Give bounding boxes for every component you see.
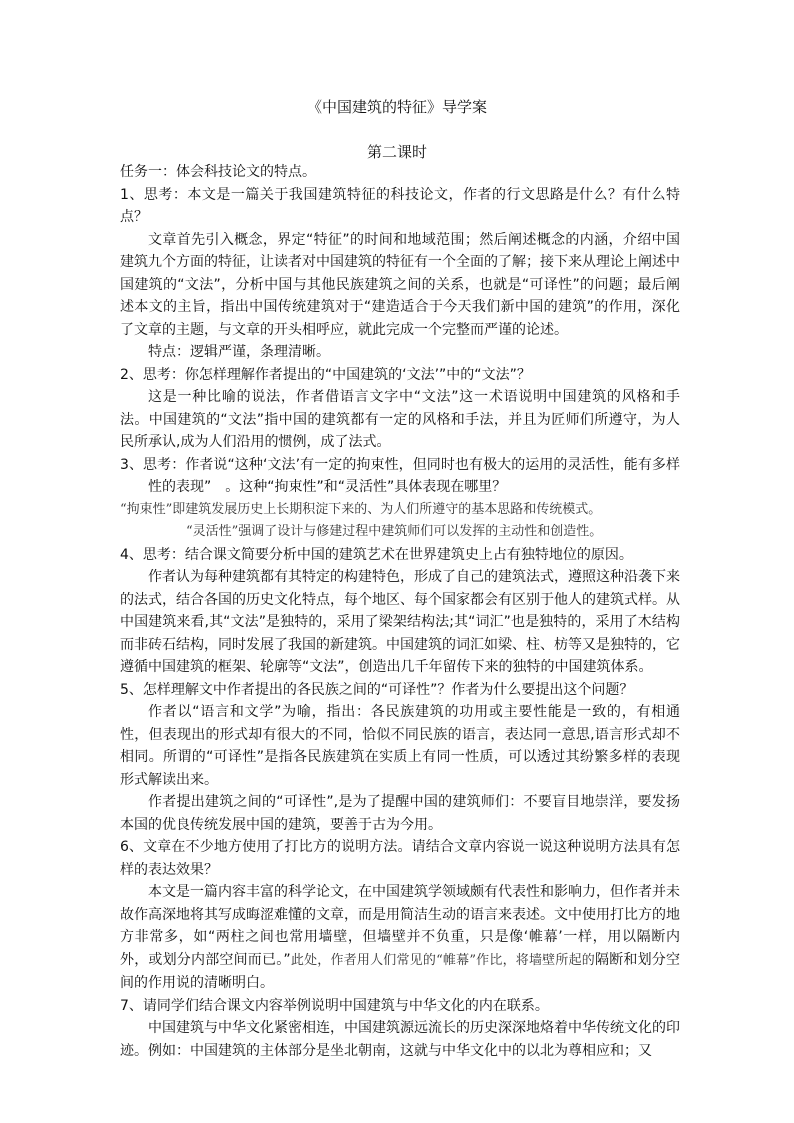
answer-6-main: 本文是一篇内容丰富的科学论文，在中国建筑学领域颇有代表性和影响力，但作者并未故作高深地将其写成晦涩难懂的文章，而是用简洁生动的语言来表述。文中使用打比方的地方非常多，如“两柱之间也常用墙壁，但墙壁并不负重，只是像‘帷幕’一样，用以隔断内外，或划分内部空间而已。” [120, 884, 680, 968]
answer-2: 这是一种比喻的说法，作者借语言文字中“文法”这一术语说明中国建筑的风格和手法。中国建筑的“文法”指中国的建筑都有一定的风格和手法，并且为匠师们所遵守，为人民所承认,成为人们沿用的惯例，成了法式。 [120, 389, 680, 450]
document-title: 《中国建筑的特征》导学案 [306, 98, 487, 116]
document-body [120, 161, 680, 1062]
task-heading: 任务一：体会科技论文的特点。 [120, 164, 316, 180]
question-4: 4、思考：结合课文简要分析中国的建筑艺术在世界建筑史上占有独特地位的原因。 [120, 546, 633, 563]
question-6: 6、文章在不少地方使用了打比方的说明方法。请结合文章内容说一说这种说明方法具有怎样的表达效果？ [120, 839, 680, 878]
answer-5-part2: 作者提出建筑之间的“可译性”,是为了提醒中国的建筑师们：不要盲目地崇洋，要发扬本国的优良传统发展中国的建筑，要善于古为今用。 [120, 794, 680, 833]
answer-5-part1: 作者以“语言和文学”为喻，指出：各民族建筑的功用或主要性能是一致的，有相通性，但表现出的形式却有很大的不同，恰似不同民族的语言，表达同一意思,语言形式却不相同。所谓的“可译性”是指各民族建筑在实质上有同一性质，可以透过其纷繁多样的表现形式解读出来。 [120, 704, 680, 788]
answer-3-flexibility: “灵活性”强调了设计与修建过程中建筑师们可以发挥的主动性和创造性。 [186, 524, 603, 539]
question-7: 7、请同学们结合课文内容举例说明中国建筑与中华文化的内在联系。 [120, 997, 549, 1014]
answer-4: 作者认为每种建筑都有其特定的构建特色，形成了自己的建筑法式，遵照这种沿袭下来的法式，结合各国的历史文化特点，每个地区、每个国家都会有区别于他人的建筑式样。从中国建筑来看,其“文法”是独特的，采用了梁架结构法;其“词汇”也是独特的，采用了木结构而非砖石结构，同时发展了我国的新建筑。中国建筑的词汇如梁、柱、枋等又是独特的，它遵循中国建筑的框架、轮廓等“文法”，创造出几千年留传下来的独特的中国建筑体系。 [120, 569, 680, 675]
question-1: 1、思考：本文是一篇关于我国建筑特征的科技论文，作者的行文思路是什么？有什么特点？ [120, 186, 680, 225]
lesson-subtitle: 第二课时 [366, 143, 427, 161]
answer-7: 中国建筑与中华文化紧密相连，中国建筑源远流长的历史深深地烙着中华传统文化的印迹。例如：中国建筑的主体部分是坐北朝南，这就与中华文化中的以北为尊相应和；又 [120, 1020, 680, 1059]
answer-6 [120, 881, 680, 995]
answer-1: 文章首先引入概念，界定“特征”的时间和地域范围；然后阐述概念的内涵，介绍中国建筑九个方面的特征，让读者对中国建筑的特征有一个全面的了解；接下来从理论上阐述中国建筑的“文法”，分析中国与其他民族建筑之间的关系，也就是“可译性”的问题；最后阐述本文的主旨，指出中国传统建筑对于“建造适合于今天我们新中国的建筑”的作用，深化了文章的主题，与文章的开头相呼应，就此完成一个完整而严谨的论述。 [120, 231, 680, 338]
question-5: 5、怎样理解文中作者提出的各民族之间的“可译性”？作者为什么要提出这个问题？ [120, 681, 634, 698]
answer-3-restriction: “拘束性”即建筑发展历史上长期积淀下来的、为人们所遵守的基本思路和传统模式。 [120, 501, 602, 517]
answer-6-serif: 此处，作者用人们常见的“帷幕”作比，将墙壁所起的 [290, 952, 595, 968]
answer-1-feature: 特点：逻辑严谨，条理清晰。 [148, 344, 330, 360]
question-3: 3、思考：作者说“这种‘文法’有一定的拘束性，但同时也有极大的运用的灵活性，能有多样性的表现” 。这种“拘束性”和“灵活性”具体表现在哪里？ [120, 456, 680, 495]
question-2: 2、思考：你怎样理解作者提出的“中国建筑的‘文法’”中的“文法”？ [120, 366, 531, 383]
answer-6-end: 隔断和划分空间的作用说的清晰明白。 [120, 951, 681, 991]
